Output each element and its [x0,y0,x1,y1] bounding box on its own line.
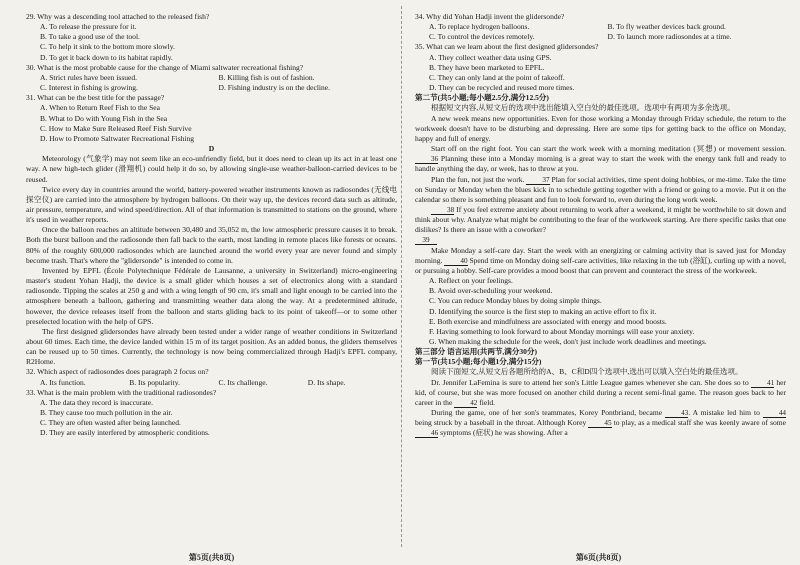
part-3-title: 第三部分 语言运用(共两节,满分30分) [415,347,538,357]
q30-options [26,73,397,93]
question-34-stem: 34. Why did Yohan Hadji invent the glidersonde? [415,12,565,21]
q34-options [415,22,786,42]
question-35-stem: 35. What can we learn about the first designed glidersondes? [415,42,599,52]
text-segment: field. [479,397,495,407]
blank-36: 36 [415,155,438,164]
text-segment: her kid, of course, but she was more focused on another child during a recent semi-final game. The reason goes back to her career in the [415,377,786,407]
q34-option-c: C. To control the devices remotely. [429,32,535,42]
text-segment: During the game, one of her son's teammates, Korey Pontbriand, became [431,408,663,418]
passage-paragraph: Meteorology (气象学) may not seem like an eco-unfriendly field, but it does need to clean up its act in at least one way. A new high-tech glider (滑翔机) could help it do so, by allowing single-use weather-balloon-carried devices to be reused. [26,154,397,184]
page-6 [411,12,786,565]
text-segment: Dr. Jennifer LaFemina is sure to attend her son's Little League games whenever she can. She does so to [431,377,749,387]
s2-option-a: A. Reflect on your feelings. [429,276,513,286]
question-30-stem: 30. What is the most probable cause for the change of Miami saltwater recreational fishing? [26,62,304,72]
q35-option-b: B. They have been marketed to EPFL. [429,62,545,72]
q34-option-a: A. To replace hydrogen balloons. [429,22,530,32]
cloze-paragraph [415,144,786,174]
blank-38: 38 [431,206,454,215]
text-segment: If you feel extreme anxiety about returning to work after a weekend, it might be worthwhile to sit down and think about why. Analyze what might be contributing to the fear of the workweek starting. Are there specific tasks that one dislikes? Is there an issue with a coworker? [415,204,786,235]
blank-45: 45 [588,419,611,428]
q30-option-c: C. Interest in fishing is growing. [40,83,138,93]
cloze-paragraph [415,408,786,438]
text-segment: being struck by a baseball in the throat. Although Korey [415,418,587,428]
q30-option-b: B. Killing fish is out of fashion. [218,72,315,82]
section-2-title: 第二节(共5小题;每小题2.5分,满分12.5分) [415,93,549,103]
s2-option-g: G. When making the schedule for the week, don't just include work deadlines and meetings. [429,337,707,346]
blank-46: 46 [415,429,438,438]
q29-option-c: C. To help it sink to the bottom more slowly. [40,42,175,52]
q29-option-b: B. To take a good use of the tool. [40,32,140,42]
cloze-paragraph [415,235,786,245]
cloze-paragraph [415,378,786,408]
s2-option-b: B. Avoid over-scheduling your weekend. [429,286,553,296]
passage-paragraph: Twice every day in countries around the world, battery-powered weather instruments known as radiosondes (无线电探空仪) are carried into the atmosphere by hydrogen balloons. On their way up, the devices record data such as altitude, air pressure, temperature, and wind speed/direction. All of that information is transmitted to stations on the ground, where it's used in weather reports. [26,184,397,225]
question-33-stem: 33. What is the main problem with the traditional radiosondes? [26,387,217,397]
q33-option-a: A. The data they record is inaccurate. [40,397,154,407]
s2-option-f: F. Having something to look forward to about Monday mornings will ease your anxiety. [429,326,695,336]
blank-37: 37 [526,176,549,185]
text-segment: Plan for social activities, time spent doing hobbies, or me-time. Take the time on Sunday or Monday when the blues kick in to schedule getting together with a friend or going to a movie. Put it on the calendar so there is something pleasant and fun to look forward to, even during the long work week. [415,174,786,204]
text-segment: Planning these into a Monday morning is a great way to start the week with the energy tank full and ready to handle anything the day, or week, has to throw at you. [415,154,786,174]
page-number: 第6页(共8页) [575,553,622,562]
q32-option-c: C. Its challenge. [218,377,268,387]
q32-options [26,378,397,388]
blank-40: 40 [444,257,467,266]
q31-option-d: D. How to Promote Saltwater Recreational Fishing [40,133,195,143]
cloze-paragraph [415,175,786,205]
q35-option-c: C. They can only land at the point of takeoff. [429,72,565,82]
q29-option-a: A. To release the pressure for it. [40,22,137,32]
text-segment: Spend time on Monday doing self-care activities, like relaxing in the tub (浴缸), curling up with a novel, or pursuing a hobby. Self-care provides a mood boost that can prevent and counteract the stress of the workweek. [415,255,786,275]
blank-44: 44 [763,409,786,418]
question-32-stem: 32. Which aspect of radiosondes does paragraph 2 focus on? [26,367,209,377]
cloze-paragraph: A new week means new opportunities. Even for those working a Monday through Friday schedule, the return to the workweek doesn't have to be disturbing and depressing. Here are some tips for getting back to the office on Monday, happy and full of energy. [415,113,786,143]
cloze-paragraph [415,205,786,235]
passage-paragraph: Invented by EPFL (École Polytechnique Fédérale de Lausanne, a university in Switzerland) micro-engineering master's student Yohan Hadji, the device is a small glider which houses a set of electronics along with a standard radiosonde. Tipping the scales at 250 g and with a wing length of 90 cm, it's small and light enough to be carried into the atmosphere beneath a balloon, gathering and transmitting weather data along the way. At a predetermined altitude, however, the device releases itself from the balloon and starts gliding back to its point of takeoff—or to some other preselected location with the help of GPS. [26,265,397,326]
text-segment: to play, as a medical staff she was keenly aware of some [613,418,786,428]
q30-option-d: D. Fishing industry is on the decline. [218,83,331,93]
blank-42: 42 [454,399,477,408]
question-29-stem: 29. Why was a descending tool attached to the released fish? [26,12,210,21]
q32-option-a: A. Its function. [40,377,86,387]
cloze-paragraph [415,246,786,276]
q33-option-b: B. They cause too much pollution in the air. [40,408,173,418]
page-divider [401,6,402,547]
s2-option-e: E. Both exercise and mindfulness are associated with energy and mood boosts. [429,316,667,326]
q33-option-c: C. They are often wasted after being launched. [40,418,181,428]
q35-option-d: D. They can be recycled and reused more times. [429,83,575,93]
page-5 [26,12,397,565]
page-number: 第5页(共8页) [188,553,235,562]
q34-option-d: D. To launch more radiosondes at a time. [607,32,732,42]
q35-option-a: A. They collect weather data using GPS. [429,52,552,62]
q29-option-d: D. To get it back down to its habitat rapidly. [40,52,173,62]
text-segment: Plan the fun, not just the work. [431,174,525,184]
text-segment: . A mistake led him to [688,408,760,418]
blank-39: 39 [415,236,437,245]
q32-option-d: D. Its shape. [307,377,346,387]
blank-43: 43 [665,409,688,418]
q34-option-b: B. To fly weather devices back ground. [607,22,726,32]
q31-option-a: A. When to Return Reef Fish to the Sea [40,103,160,113]
part-3-section-1-title: 第一节(共15小题;每小题1分,满分15分) [415,357,542,367]
q33-option-d: D. They are easily interfered by atmospheric conditions. [40,428,210,438]
text-segment: symptoms (症状) he was showing. After a [440,428,568,438]
text-segment: Start off on the right foot. You can start the work week with a morning meditation (冥想) or movement session. [431,144,786,154]
blank-41: 41 [751,379,774,388]
q31-option-b: B. What to Do with Young Fish in the Sea [40,113,168,123]
passage-letter: D [208,144,215,154]
s2-option-c: C. You can reduce Monday blues by doing simple things. [429,296,602,306]
passage-paragraph: The first designed glidersondes have already been tested under a wider range of weather conditions in Switzerland about 60 times. Each time, the device landed within 15 m of its target position. As an added bonus, the gliders themselves can be reused up to 50 times. Currently, the technology is now being commercialized through Hadji's EPFL company, R2Home. [26,326,397,367]
s2-option-d: D. Identifying the source is the first step to making an active effort to fix it. [429,306,657,316]
q30-option-a: A. Strict rules have been issued. [40,72,138,82]
section-2-instructions: 根据短文内容,从短文后的选项中选出能填入空白处的最佳选项。选项中有两项为多余选项。 [431,103,735,113]
q32-option-b: B. Its popularity. [129,377,180,387]
q31-option-c: C. How to Make Sure Released Reef Fish Survive [40,123,192,133]
passage-paragraph: Once the balloon reaches an altitude between 30,480 and 35,052 m, the low atmospheric pressure causes it to break. Both the burst balloon and the radiosonde then fall back to the earth, most landing in remote places like forests or oceans. 80% of the roughly 600,000 radiosondes which are launched around the world every year are never found and simply become trash. That's where the "glidersonde" is intended to come in. [26,225,397,265]
question-31-stem: 31. What can be the best title for the passage? [26,93,165,103]
text-segment: Make Monday a self-care day. Start the week with an energizing or calming activity that is saved just for Monday morning. [415,245,786,265]
part-3-instructions: 阅读下面短文,从短文后各题所给的A、B、C和D四个选项中,选出可以填入空白处的最佳选项。 [431,367,743,377]
